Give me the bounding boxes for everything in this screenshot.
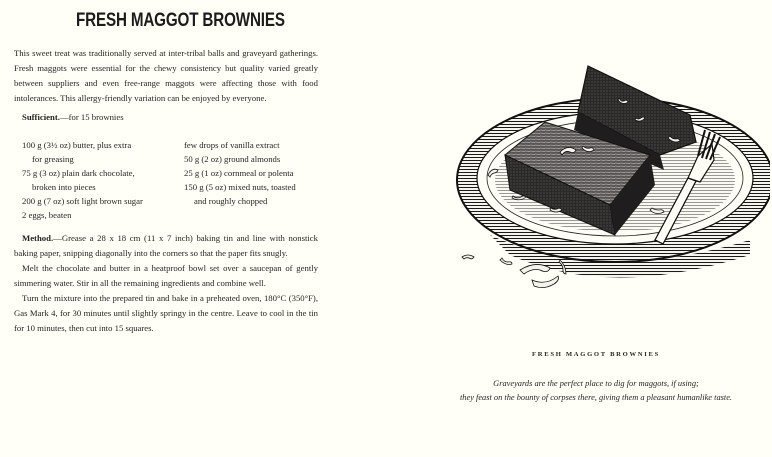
- yield-label: Sufficient.: [22, 112, 60, 122]
- caption-line: Graveyards are the perfect place to dig for maggots, if using;: [493, 379, 699, 388]
- ingredient-line: and roughly chopped: [194, 196, 268, 206]
- method-step-text: —Grease a 28 x 18 cm (11 x 7 inch) baking tin and line with nonstick baking paper, snipping diagonally into the corners so that the paper fits snugly.: [14, 233, 318, 258]
- ingredient-line: 150 g (5 oz) mixed nuts, toasted: [184, 182, 296, 192]
- ingredient-line: 200 g (7 oz) soft light brown sugar: [22, 196, 143, 206]
- ingredient-line: 50 g (2 oz) ground almonds: [184, 154, 281, 164]
- ingredient-line: few drops of vanilla extract: [184, 140, 280, 150]
- yield-line: [22, 112, 124, 122]
- caption-line: they feast on the bounty of corpses there, giving them a pleasant humanlike taste.: [459, 392, 733, 402]
- illustration-caption-title: FRESH MAGGOT BROWNIES: [532, 351, 660, 358]
- method-paragraph: Melt the chocolate and butter in a heatproof bowl set over a saucepan of gently simmering water. Stir in all the remaining ingredients and combine well.: [14, 263, 318, 288]
- illustration-caption: [420, 377, 772, 404]
- method-label: Method.: [22, 233, 54, 243]
- method-paragraph: [14, 231, 318, 261]
- method-section: [14, 231, 318, 336]
- ingredient-line: 100 g (3½ oz) butter, plus extra: [22, 140, 132, 150]
- ingredients-right-column: [184, 138, 296, 208]
- yield-value: —for 15 brownies: [59, 112, 124, 122]
- method-paragraph: Turn the mixture into the prepared tin and bake in a preheated oven, 180°C (350°F), Gas Mark 4, for 30 minutes until slightly springy in the centre. Leave to cool in the tin for 10 minutes, then cut into 15 squares.: [14, 293, 318, 333]
- ingredient-line: 75 g (3 oz) plain dark chocolate,: [22, 168, 135, 178]
- ingredients-left-column: [22, 138, 143, 222]
- ingredient-line: broken into pieces: [32, 182, 96, 192]
- recipe-intro: This sweet treat was traditionally served at inter-tribal balls and graveyard gatherings. Fresh maggots were essential for the chewy consistency but quality varied greatly between suppliers and even free-range maggots were affecting those with food intolerances. This allergy-friendly variation can be enjoyed by everyone.: [14, 48, 318, 103]
- brownie-plate-illustration: [450, 60, 770, 300]
- ingredient-line: 2 eggs, beaten: [22, 210, 72, 220]
- ingredient-line: 25 g (1 oz) cornmeal or polenta: [184, 168, 294, 178]
- ingredient-line: for greasing: [32, 154, 74, 164]
- recipe-title: FRESH MAGGOT BROWNIES: [76, 9, 285, 31]
